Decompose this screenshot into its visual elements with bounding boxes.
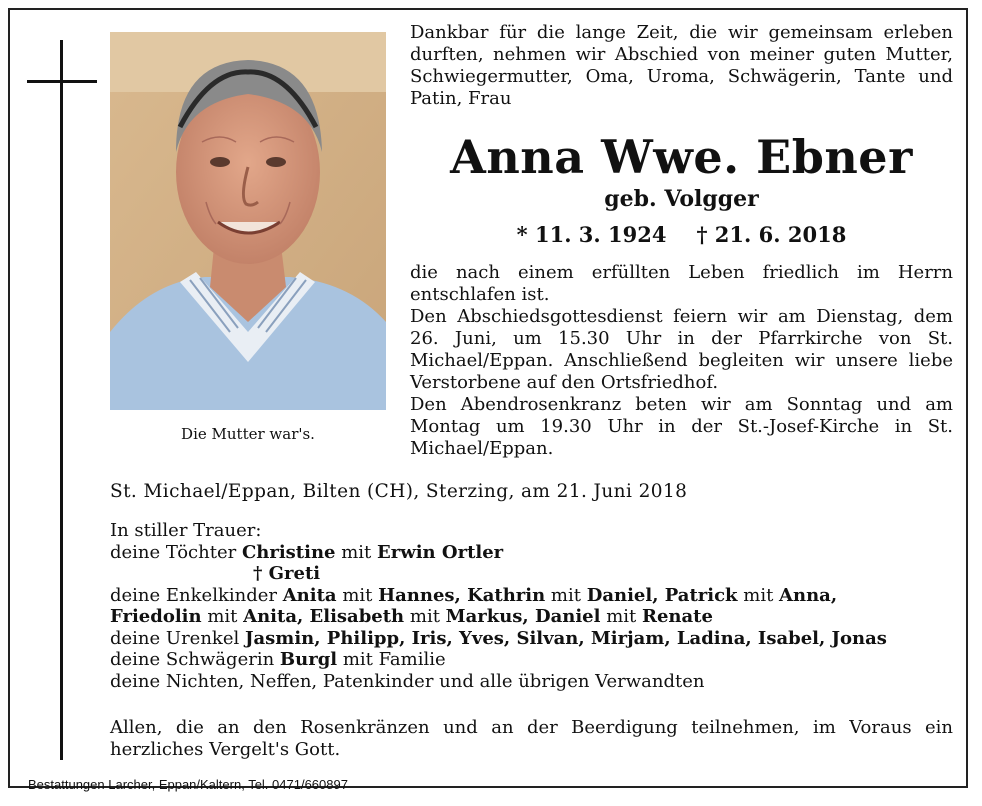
mourner-line: deine Nichten, Neffen, Patenkinder und alle übrigen Verwandten	[110, 670, 705, 692]
death-date: † 21. 6. 2018	[696, 222, 847, 247]
place-and-date: St. Michael/Eppan, Bilten (CH), Sterzing, am 21. Juni 2018	[110, 481, 688, 502]
body-paragraph: Den Abschiedsgottesdienst feiern wir am Dienstag, dem 26. Juni, um 15.30 Uhr in der Pfarrkirche von St. Michael/Eppan. Anschließend begleiten wir unsere liebe Verstorbene auf den Ortsfriedhof.	[410, 306, 953, 393]
mourner-line: Friedolin mit Anita, Elisabeth mit Markus, Daniel mit Renate	[110, 606, 713, 627]
birth-date: * 11. 3. 1924	[516, 222, 667, 247]
cross-vertical-bar	[60, 40, 63, 760]
portrait-photo	[110, 32, 386, 410]
mourners-heading: In stiller Trauer:	[110, 520, 262, 541]
intro-text: Dankbar für die lange Zeit, die wir gemeinsam erleben durften, nehmen wir Abschied von meiner guten Mutter, Schwiegermutter, Oma, Uroma, Schwägerin, Tante und Patin, Frau	[410, 22, 953, 109]
life-dates	[410, 222, 953, 247]
mourner-line: deine Urenkel Jasmin, Philipp, Iris, Yves, Silvan, Mirjam, Ladina, Isabel, Jonas	[110, 627, 887, 649]
mourner-line: † Greti	[253, 563, 321, 584]
mourner-line: deine Enkelkinder Anita mit Hannes, Kathrin mit Daniel, Patrick mit Anna,	[110, 584, 838, 606]
photo-caption: Die Mutter war's.	[181, 425, 315, 443]
body-paragraph: Den Abendrosenkranz beten wir am Sonntag und am Montag um 19.30 Uhr in der St.-Josef-Kirche in St. Michael/Eppan.	[410, 394, 953, 459]
thanks-text: Allen, die an den Rosenkränzen und an der Beerdigung teilnehmen, im Voraus ein herzliches Vergelt's Gott.	[110, 717, 953, 760]
mourner-line: deine Schwägerin Burgl mit Familie	[110, 649, 446, 670]
cross-horizontal-bar	[27, 80, 97, 83]
deceased-name: Anna Wwe. Ebner	[450, 130, 913, 184]
undertaker-info: Bestattungen Larcher, Eppan/Kaltern, Tel. 0471/660897	[28, 777, 348, 792]
mourners-list	[110, 520, 953, 692]
maiden-name: geb. Volgger	[604, 186, 759, 212]
mourner-line: deine Töchter Christine mit Erwin Ortler	[110, 541, 504, 563]
body-paragraph: die nach einem erfüllten Leben friedlich im Herrn entschlafen ist.	[410, 262, 953, 305]
service-details	[410, 262, 953, 460]
portrait-illustration	[110, 32, 386, 410]
